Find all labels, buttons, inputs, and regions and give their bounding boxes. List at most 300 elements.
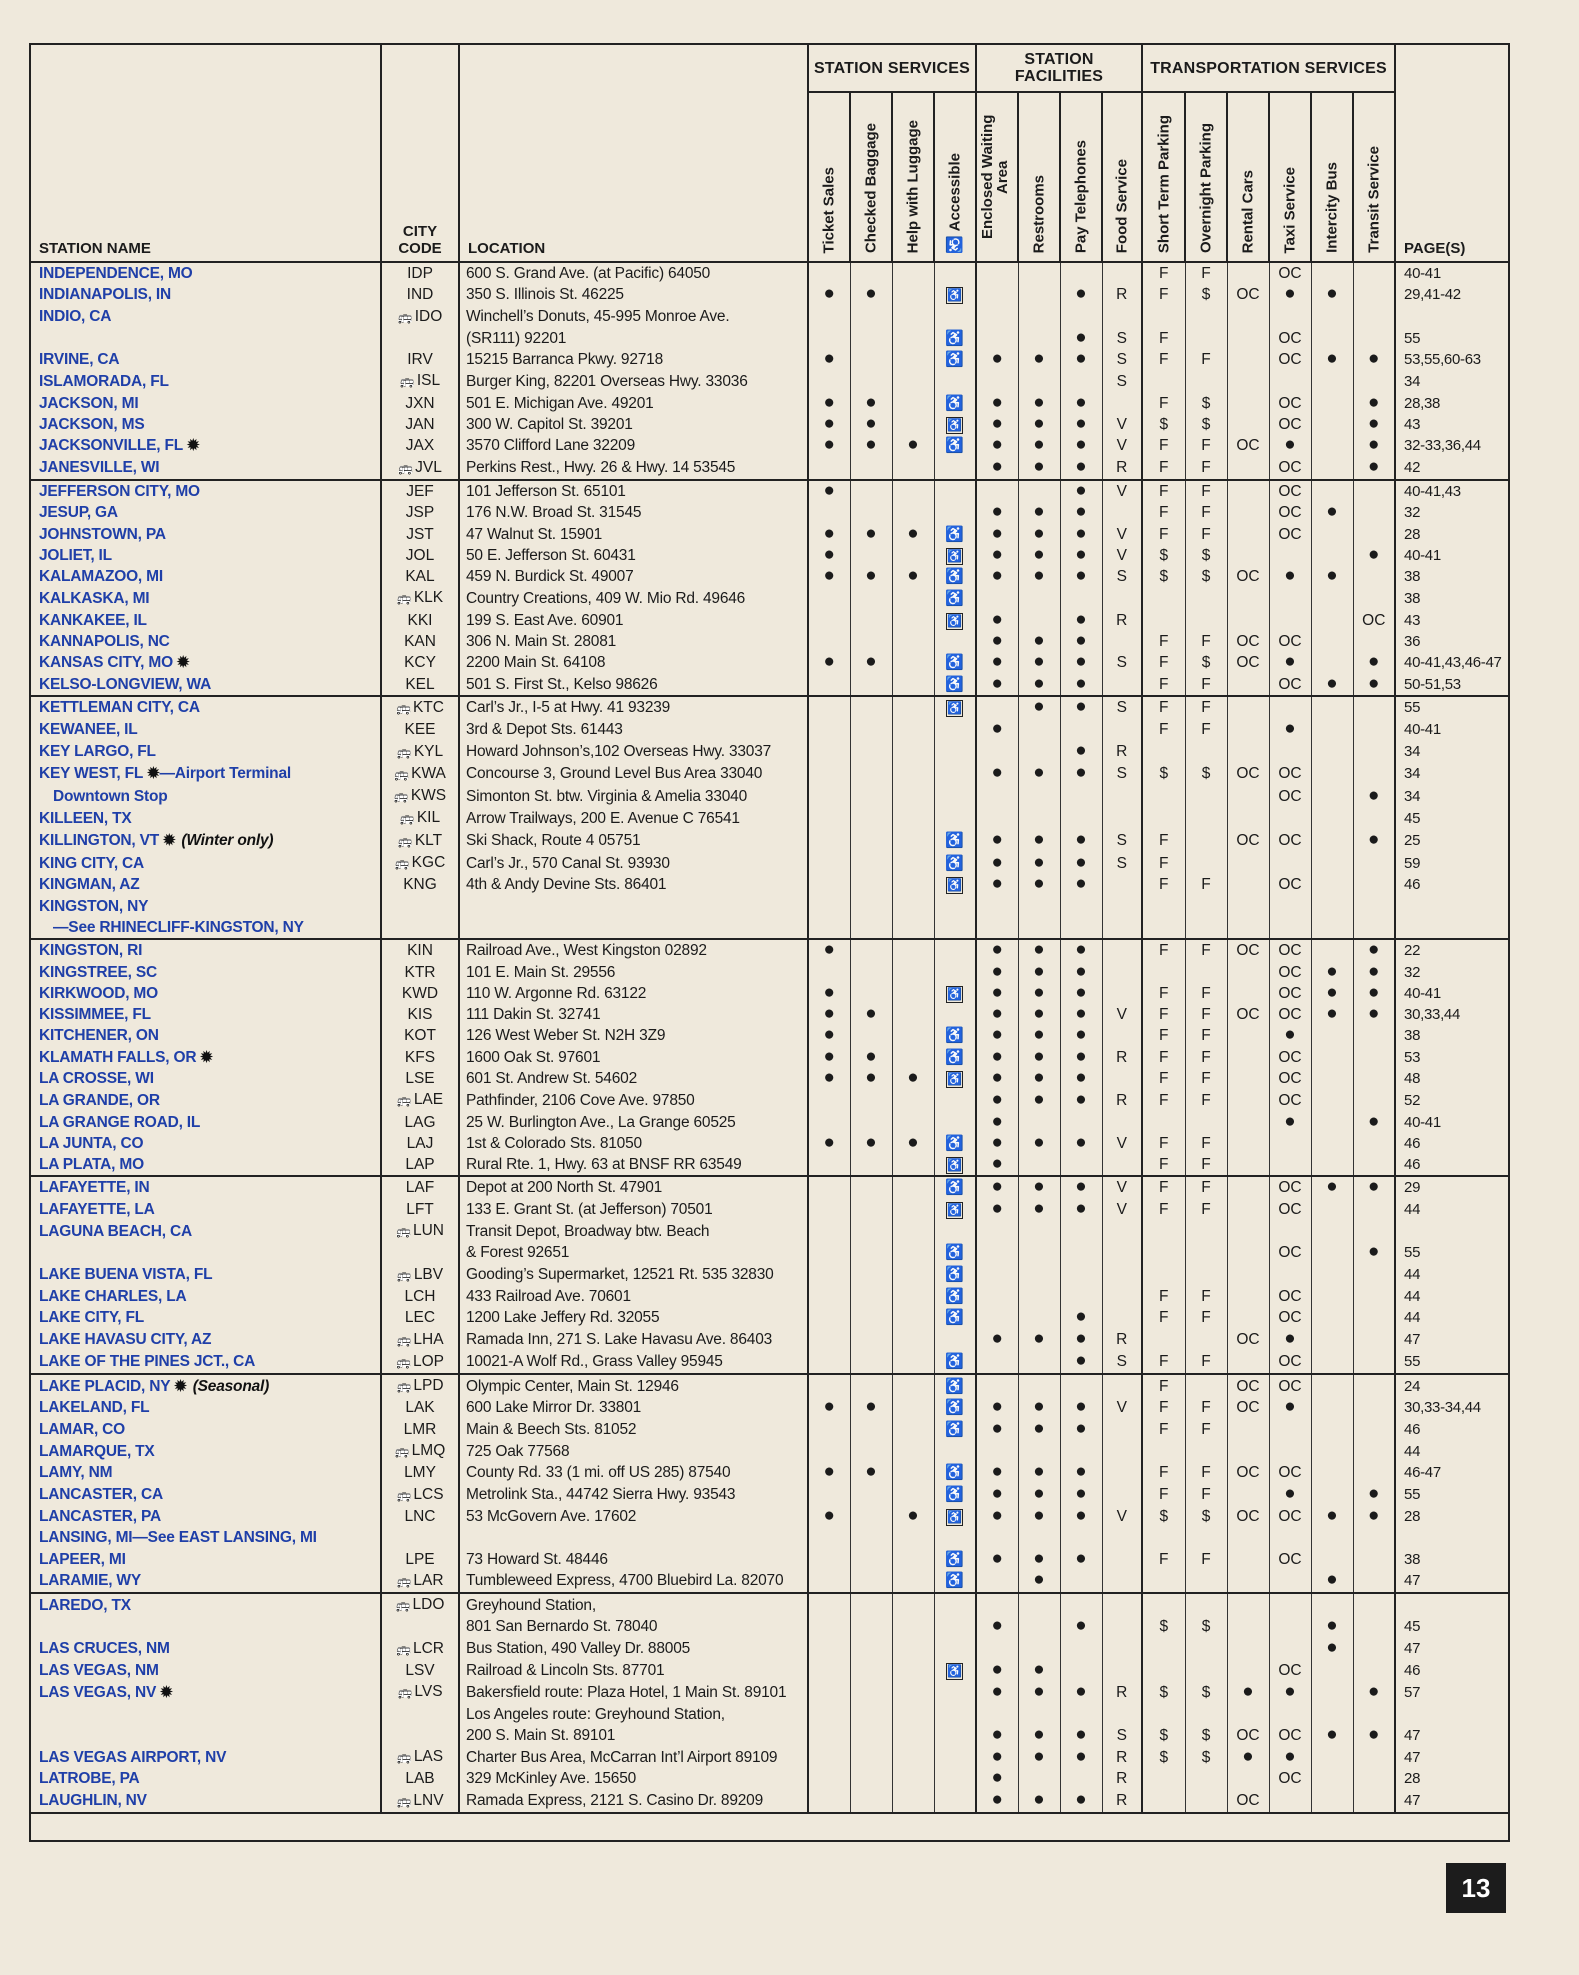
- city-code: JSP: [381, 502, 459, 523]
- timetable-pages: 55: [1395, 1351, 1509, 1374]
- service-cell: R: [1102, 610, 1142, 631]
- service-cell: [934, 1004, 976, 1025]
- service-cell: [1102, 1616, 1142, 1637]
- service-header-5: Restrooms: [1018, 92, 1060, 262]
- service-cell: [976, 1397, 1018, 1418]
- available-dot-icon: ●: [1284, 1025, 1296, 1046]
- service-cell: [1311, 1264, 1353, 1286]
- accessible-icon: ♿: [945, 525, 965, 543]
- service-cell: [850, 1638, 892, 1660]
- timetable-pages: 44: [1395, 1307, 1509, 1328]
- available-dot-icon: ●: [1075, 609, 1087, 630]
- table-row: [31, 1527, 1509, 1548]
- service-cell: [1311, 1725, 1353, 1746]
- service-cell: [934, 1440, 976, 1462]
- station-location: 501 E. Michigan Ave. 49201: [459, 393, 808, 414]
- service-cell: [1018, 1484, 1060, 1506]
- service-cell: [808, 1176, 850, 1198]
- service-cell: [892, 1704, 934, 1725]
- service-cell: [1227, 1112, 1269, 1133]
- service-cell: [808, 1419, 850, 1440]
- service-cell: [850, 1593, 892, 1616]
- service-cell: OC: [1269, 414, 1311, 435]
- city-code: KAL: [381, 566, 459, 587]
- available-dot-icon: ●: [991, 1418, 1003, 1439]
- available-dot-icon: ●: [823, 544, 835, 565]
- service-cell: [934, 1025, 976, 1046]
- fully-accessible-icon: ♿: [947, 613, 963, 628]
- available-dot-icon: ●: [991, 1176, 1003, 1198]
- service-cell: [850, 962, 892, 983]
- service-cell: F: [1185, 1176, 1227, 1198]
- pages-header: PAGE(S): [1395, 45, 1509, 262]
- bus-icon: 🚌: [396, 1224, 411, 1239]
- service-cell: [1311, 830, 1353, 852]
- available-dot-icon: ●: [1033, 1505, 1045, 1526]
- service-cell: [808, 370, 850, 392]
- service-cell: [808, 696, 850, 719]
- service-cell: [934, 1307, 976, 1328]
- service-cell: [1185, 1790, 1227, 1813]
- service-cell: OC: [1269, 328, 1311, 349]
- city-code: KTR: [381, 962, 459, 983]
- service-cell: [1018, 807, 1060, 829]
- timetable-pages: 38: [1395, 587, 1509, 609]
- service-cell: [892, 1068, 934, 1089]
- service-cell: [850, 917, 892, 939]
- city-code: JAN: [381, 414, 459, 435]
- station-name: LA JUNTA, CO: [39, 1134, 144, 1152]
- available-dot-icon: ●: [1075, 479, 1087, 501]
- accessible-icon: ♿: [945, 1399, 965, 1417]
- service-cell: [976, 1047, 1018, 1068]
- service-cell: [1142, 1440, 1185, 1462]
- service-cell: [1311, 1286, 1353, 1307]
- city-code: LSE: [381, 1068, 459, 1089]
- station-location: 10021-A Wolf Rd., Grass Valley 95945: [459, 1351, 808, 1374]
- available-dot-icon: ●: [991, 762, 1003, 784]
- service-cell: S: [1102, 328, 1142, 349]
- accessible-icon: ♿: [945, 1550, 965, 1568]
- available-dot-icon: ●: [991, 1067, 1003, 1088]
- service-cell: F: [1185, 719, 1227, 740]
- service-cell: [808, 457, 850, 480]
- available-dot-icon: ●: [991, 1198, 1003, 1219]
- service-cell: [1227, 852, 1269, 874]
- service-cell: OC: [1353, 610, 1395, 631]
- service-cell: [934, 1089, 976, 1111]
- service-cell: [1269, 652, 1311, 673]
- station-location: 801 San Bernardo St. 78040: [459, 1616, 808, 1637]
- service-cell: [1060, 1133, 1102, 1154]
- city-code: 🚌 LAE: [381, 1089, 459, 1111]
- service-cell: [808, 939, 850, 961]
- available-dot-icon: ●: [1284, 652, 1296, 673]
- available-dot-icon: ●: [991, 392, 1003, 413]
- table-row: [31, 1199, 1509, 1220]
- service-cell: [808, 1746, 850, 1768]
- service-cell: F: [1142, 1484, 1185, 1506]
- bus-icon: 🚌: [397, 309, 413, 324]
- available-dot-icon: ●: [1033, 762, 1045, 784]
- table-row: [31, 1593, 1509, 1616]
- fully-accessible-icon: ♿: [947, 701, 963, 716]
- service-cell: [808, 1462, 850, 1483]
- service-cell: [976, 1176, 1018, 1198]
- service-cell: [934, 1397, 976, 1418]
- service-cell: [1353, 1768, 1395, 1789]
- service-cell: [1311, 1704, 1353, 1725]
- service-cell: [850, 696, 892, 719]
- accessible-icon: ♿: [945, 1377, 965, 1395]
- available-dot-icon: ●: [1326, 1637, 1338, 1659]
- service-cell: [1311, 1549, 1353, 1570]
- service-cell: [1185, 896, 1227, 917]
- service-cell: [1227, 393, 1269, 414]
- service-cell: F: [1142, 1068, 1185, 1089]
- available-dot-icon: ●: [1368, 1242, 1380, 1263]
- table-row: [31, 807, 1509, 829]
- service-cell: [1353, 1704, 1395, 1725]
- service-cell: F: [1142, 1133, 1185, 1154]
- station-location: 199 S. East Ave. 60901: [459, 610, 808, 631]
- service-cell: [892, 1047, 934, 1068]
- station-name: JESUP, GA: [39, 504, 118, 522]
- service-cell: [1060, 719, 1102, 740]
- table-row: [31, 785, 1509, 807]
- available-dot-icon: ●: [1033, 1418, 1045, 1439]
- service-cell: [934, 414, 976, 435]
- service-cell: S: [1102, 696, 1142, 719]
- service-cell: [1353, 566, 1395, 587]
- available-dot-icon: ●: [1075, 852, 1087, 873]
- service-cell: [1142, 1768, 1185, 1789]
- service-cell: [1102, 962, 1142, 983]
- available-dot-icon: ●: [1368, 1724, 1380, 1745]
- timetable-pages: 38: [1395, 566, 1509, 587]
- service-cell: [808, 1440, 850, 1462]
- service-cell: [1060, 674, 1102, 696]
- available-dot-icon: ●: [1075, 673, 1087, 694]
- service-cell: [976, 917, 1018, 939]
- service-cell: S: [1102, 763, 1142, 785]
- table-row: [31, 587, 1509, 609]
- accessible-icon: ♿: [945, 1486, 965, 1504]
- service-cell: [976, 1484, 1018, 1506]
- city-code: KAN: [381, 631, 459, 652]
- available-dot-icon: ●: [1368, 392, 1380, 413]
- service-cell: F: [1185, 1133, 1227, 1154]
- service-cell: [1353, 874, 1395, 895]
- station-location: Main & Beech Sts. 81052: [459, 1419, 808, 1440]
- table-row: [31, 896, 1509, 917]
- service-cell: [892, 414, 934, 435]
- station-location: 110 W. Argonne Rd. 63122: [459, 983, 808, 1004]
- service-cell: [850, 349, 892, 370]
- service-cell: [1060, 328, 1102, 349]
- service-cell: [976, 1527, 1018, 1548]
- available-dot-icon: ●: [823, 1505, 835, 1526]
- service-cell: [1102, 1154, 1142, 1176]
- service-cell: [1227, 480, 1269, 502]
- service-cell: [1102, 587, 1142, 609]
- city-code: KEL: [381, 674, 459, 696]
- available-dot-icon: ●: [991, 1004, 1003, 1025]
- service-cell: [1185, 852, 1227, 874]
- service-cell: [1311, 610, 1353, 631]
- available-dot-icon: ●: [1075, 696, 1087, 718]
- service-cell: [1227, 1638, 1269, 1660]
- service-cell: [1311, 370, 1353, 392]
- service-cell: [892, 545, 934, 566]
- available-dot-icon: ●: [991, 1746, 1003, 1767]
- available-dot-icon: ●: [1033, 414, 1045, 435]
- service-cell: [1060, 370, 1102, 392]
- service-cell: [934, 674, 976, 696]
- city-code: LAF: [381, 1176, 459, 1198]
- available-dot-icon: ●: [1075, 874, 1087, 895]
- service-cell: [1018, 1112, 1060, 1133]
- table-row: [31, 1570, 1509, 1593]
- service-cell: [976, 414, 1018, 435]
- available-dot-icon: ●: [1368, 414, 1380, 435]
- service-cell: OC: [1227, 566, 1269, 587]
- service-cell: [1102, 719, 1142, 740]
- service-cell: [1018, 610, 1060, 631]
- available-dot-icon: ●: [1033, 1569, 1045, 1591]
- available-dot-icon: ●: [823, 349, 835, 370]
- service-cell: [934, 1351, 976, 1374]
- station-name: KELSO-LONGVIEW, WA: [31, 674, 381, 696]
- service-cell: F: [1142, 1462, 1185, 1483]
- service-cell: [1311, 349, 1353, 370]
- service-cell: OC: [1227, 1506, 1269, 1527]
- service-cell: [976, 1112, 1018, 1133]
- available-dot-icon: ●: [865, 392, 877, 413]
- timetable-pages: 28: [1395, 1768, 1509, 1789]
- service-cell: [1353, 1681, 1395, 1703]
- service-cell: [976, 807, 1018, 829]
- service-cell: [808, 545, 850, 566]
- service-cell: [976, 1374, 1018, 1397]
- available-dot-icon: ●: [1284, 1746, 1296, 1767]
- service-cell: [1018, 1725, 1060, 1746]
- available-dot-icon: ●: [1033, 1789, 1045, 1811]
- service-cell: OC: [1269, 524, 1311, 545]
- service-cell: [850, 763, 892, 785]
- service-cell: $: [1185, 545, 1227, 566]
- service-cell: [1018, 1768, 1060, 1789]
- accessible-icon: ♿: [945, 329, 965, 347]
- service-header-2: Help with Luggage: [892, 92, 934, 262]
- service-cell: [892, 696, 934, 719]
- service-cell: [1353, 741, 1395, 763]
- station-location: Tumbleweed Express, 4700 Bluebird La. 82070: [459, 1570, 808, 1593]
- service-cell: [892, 1506, 934, 1527]
- accessible-icon: ♿: [945, 394, 965, 412]
- service-cell: V: [1102, 435, 1142, 456]
- station-location: County Rd. 33 (1 mi. off US 285) 87540: [459, 1462, 808, 1483]
- service-cell: [976, 763, 1018, 785]
- service-cell: [1185, 306, 1227, 328]
- available-dot-icon: ●: [991, 502, 1003, 523]
- service-cell: [1060, 1154, 1102, 1176]
- service-cell: [1018, 1704, 1060, 1725]
- service-cell: [1311, 284, 1353, 305]
- service-cell: [892, 852, 934, 874]
- station-location: [459, 917, 808, 939]
- service-cell: F: [1185, 674, 1227, 696]
- city-code: KOT: [381, 1025, 459, 1046]
- service-cell: [1353, 652, 1395, 673]
- service-cell: [1311, 983, 1353, 1004]
- available-dot-icon: ●: [1033, 829, 1045, 851]
- service-cell: [892, 480, 934, 502]
- service-cell: [1060, 1549, 1102, 1570]
- service-cell: OC: [1269, 830, 1311, 852]
- service-cell: [1353, 1397, 1395, 1418]
- station-name: KISSIMMEE, FL: [39, 1006, 151, 1024]
- service-cell: V: [1102, 1506, 1142, 1527]
- service-cell: [850, 566, 892, 587]
- service-cell: [1311, 962, 1353, 983]
- service-cell: [850, 457, 892, 480]
- station-name: KITCHENER, ON: [39, 1027, 159, 1045]
- accessible-icon: ♿: [945, 675, 965, 693]
- available-dot-icon: ●: [1075, 961, 1087, 982]
- station-name: KINGSTREE, SC: [39, 963, 157, 981]
- available-dot-icon: ●: [991, 852, 1003, 873]
- service-cell: [976, 1089, 1018, 1111]
- station-location: Railroad Ave., West Kingston 02892: [459, 939, 808, 961]
- available-dot-icon: ●: [865, 566, 877, 587]
- service-cell: F: [1185, 435, 1227, 456]
- timetable-pages: 28,38: [1395, 393, 1509, 414]
- service-cell: [850, 1176, 892, 1198]
- service-cell: OC: [1227, 1004, 1269, 1025]
- station-name: KEY WEST, FL ✹—Airport Terminal: [39, 765, 291, 783]
- service-cell: [1227, 896, 1269, 917]
- service-cell: F: [1185, 1089, 1227, 1111]
- service-cell: [1018, 631, 1060, 652]
- service-cell: [808, 1154, 850, 1176]
- timetable-pages: 44: [1395, 1264, 1509, 1286]
- available-dot-icon: ●: [991, 829, 1003, 851]
- service-cell: [1311, 939, 1353, 961]
- service-cell: [850, 1025, 892, 1046]
- service-cell: [1353, 631, 1395, 652]
- service-cell: [976, 1154, 1018, 1176]
- table-row: [31, 1660, 1509, 1681]
- service-cell: [1018, 414, 1060, 435]
- service-cell: [1311, 262, 1353, 284]
- service-cell: [1227, 1220, 1269, 1242]
- service-cell: [892, 262, 934, 284]
- station-name: LAS VEGAS, NV ✹: [39, 1683, 173, 1701]
- service-cell: [1060, 1570, 1102, 1593]
- service-cell: [1060, 1047, 1102, 1068]
- service-cell: [892, 874, 934, 895]
- service-cell: [1060, 939, 1102, 961]
- table-row: [31, 983, 1509, 1004]
- table-row: [31, 1264, 1509, 1286]
- service-cell: [1269, 1025, 1311, 1046]
- service-cell: F: [1185, 1199, 1227, 1220]
- station-name: LAKELAND, FL: [39, 1399, 150, 1417]
- service-cell: [1227, 1025, 1269, 1046]
- available-dot-icon: ●: [1033, 1328, 1045, 1350]
- service-cell: [1227, 1176, 1269, 1198]
- service-cell: [1353, 1199, 1395, 1220]
- timetable-pages: 44: [1395, 1440, 1509, 1462]
- service-cell: [1353, 1264, 1395, 1286]
- available-dot-icon: ●: [1075, 1307, 1087, 1328]
- station-name: INDEPENDENCE, MO: [39, 265, 193, 282]
- service-cell: [1018, 1047, 1060, 1068]
- available-dot-icon: ●: [1368, 544, 1380, 565]
- city-code: 🚌 LUN: [381, 1220, 459, 1242]
- service-cell: $: [1185, 1746, 1227, 1768]
- station-name: [31, 1242, 381, 1263]
- available-dot-icon: ●: [1075, 1089, 1087, 1110]
- service-cell: S: [1102, 852, 1142, 874]
- table-header: [31, 45, 1509, 262]
- city-code: 🚌 KYL: [381, 741, 459, 763]
- service-cell: [1018, 1025, 1060, 1046]
- service-cell: [808, 1681, 850, 1703]
- service-cell: [1018, 1264, 1060, 1286]
- timetable-pages: 40-41: [1395, 1112, 1509, 1133]
- service-cell: [1185, 370, 1227, 392]
- service-cell: [1269, 1616, 1311, 1637]
- available-dot-icon: ●: [823, 1004, 835, 1025]
- service-cell: [850, 393, 892, 414]
- service-cell: OC: [1269, 1307, 1311, 1328]
- service-cell: [850, 1527, 892, 1548]
- station-location: Ski Shack, Route 4 05751: [459, 830, 808, 852]
- service-cell: F: [1185, 1004, 1227, 1025]
- service-cell: [1353, 587, 1395, 609]
- accessible-icon: ♿: [945, 351, 965, 369]
- city-code: 🚌 LAS: [381, 1746, 459, 1768]
- station-location: 433 Railroad Ave. 70601: [459, 1286, 808, 1307]
- accessible-icon: ♿: [945, 437, 965, 455]
- service-cell: [934, 1264, 976, 1286]
- service-cell: [808, 1527, 850, 1548]
- station-location: Bakersfield route: Plaza Hotel, 1 Main St. 89101: [459, 1681, 808, 1703]
- available-dot-icon: ●: [1242, 1746, 1254, 1767]
- station-location: Country Creations, 409 W. Mio Rd. 49646: [459, 587, 808, 609]
- available-dot-icon: ●: [1075, 740, 1087, 762]
- service-cell: [934, 1068, 976, 1089]
- service-cell: [1102, 1704, 1142, 1725]
- available-dot-icon: ●: [865, 1397, 877, 1418]
- service-cell: [850, 807, 892, 829]
- timetable-pages: 52: [1395, 1089, 1509, 1111]
- accessible-icon: ♿: [945, 1287, 965, 1305]
- service-cell: [1353, 435, 1395, 456]
- service-cell: [892, 741, 934, 763]
- station-location: 501 S. First St., Kelso 98626: [459, 674, 808, 696]
- available-dot-icon: ●: [1033, 435, 1045, 456]
- service-cell: F: [1185, 696, 1227, 719]
- city-code: [381, 328, 459, 349]
- available-dot-icon: ●: [1033, 1548, 1045, 1569]
- service-cell: F: [1142, 719, 1185, 740]
- timetable-pages: 47: [1395, 1725, 1509, 1746]
- service-cell: [850, 1307, 892, 1328]
- available-dot-icon: ●: [1326, 1569, 1338, 1591]
